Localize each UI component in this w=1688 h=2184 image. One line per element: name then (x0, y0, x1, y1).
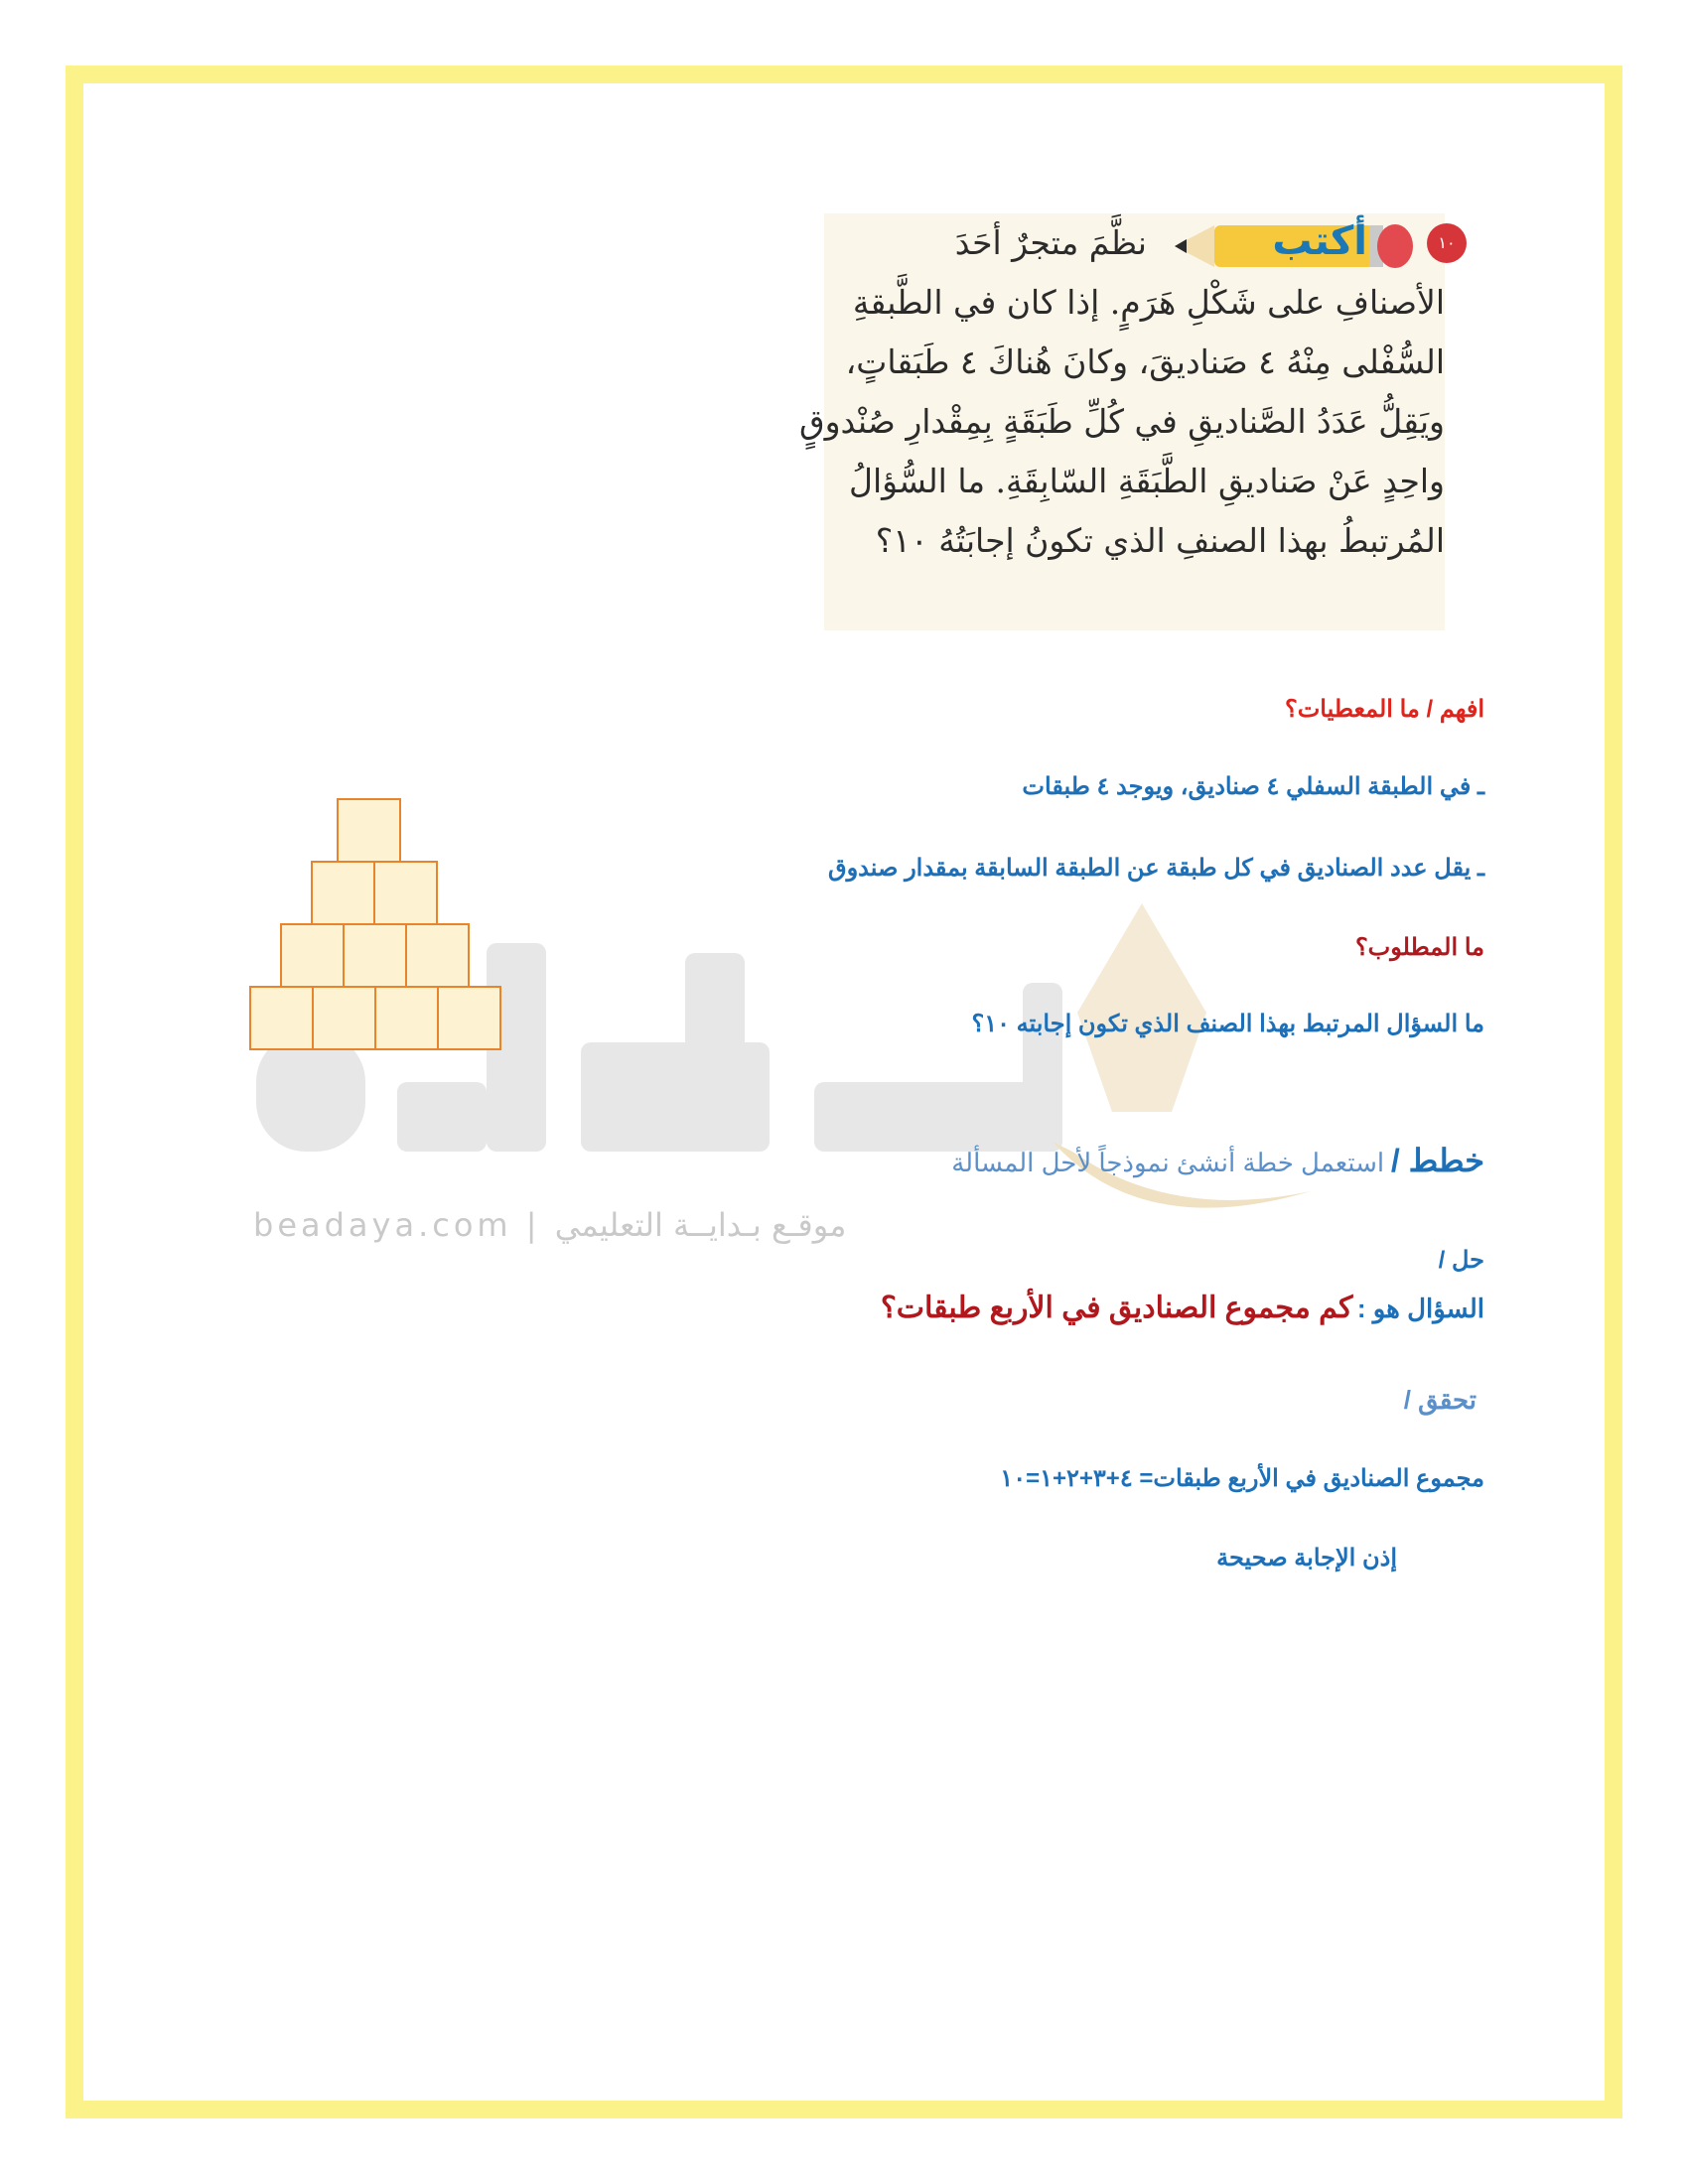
check-label: تحقق / (1403, 1385, 1477, 1415)
given-item-1: ـ في الطبقة السفلي ٤ صناديق، ويوجد ٤ طبقات (1022, 773, 1484, 800)
book-line: واحِدٍ عَنْ صَناديقِ الطَّبَقَةِ السّابِقَةِ. ما السُّؤالُ (848, 462, 1445, 500)
understand-heading: افهم / ما المعطيات؟ (1284, 696, 1484, 723)
question-label: السؤال هو : (1356, 1294, 1484, 1323)
book-line: السُّفْلى مِنْهُ ٤ صَناديقَ، وكانَ هُناكَ ٤ طَبَقاتٍ، (845, 342, 1445, 381)
book-line: ويَقِلُّ عَدَدُ الصَّناديقِ في كُلِّ طَبَقَةٍ بِمِقْدارِ صُنْدوقٍ (798, 402, 1445, 441)
plan-text: استعمل خطة أنشئ نموذجاً لأحل المسألة (951, 1148, 1385, 1177)
plan-line (951, 1142, 1484, 1179)
check-sum: مجموع الصناديق في الأربع طبقات= ٤+٣+٢+١=١٠ (1000, 1465, 1484, 1492)
book-line-1: نظَّمَ متجرٌ أحَدَ (954, 223, 1147, 262)
required-heading: ما المطلوب؟ (1354, 934, 1484, 961)
given-item-2: ـ يقل عدد الصناديق في كل طبقة عن الطبقة السابقة بمقدار صندوق (827, 855, 1484, 882)
pyramid-box (374, 862, 437, 924)
watermark-text: beadaya.com | موقـع بـدايــة التعليمي (253, 1206, 847, 1244)
plan-label: خطط / (1390, 1143, 1484, 1178)
write-label: أكتب (1272, 218, 1367, 264)
pyramid-box (250, 987, 313, 1049)
pyramid-box (344, 924, 406, 987)
pyramid-box (438, 987, 500, 1049)
question-line (881, 1291, 1484, 1325)
pyramid-box (406, 924, 469, 987)
question-text: كم مجموع الصناديق في الأربع طبقات؟ (880, 1292, 1353, 1324)
book-line: المُرتبطُ بهذا الصنفِ الذي تكونُ إجابَتُهُ ١٠؟ (875, 521, 1445, 560)
problem-number-badge: ١٠ (1427, 223, 1467, 263)
pyramid-box (375, 987, 438, 1049)
book-line: الأصنافِ على شَكْلِ هَرَمٍ. إذا كان في الطَّبقةِ (852, 283, 1445, 322)
conclusion: إذن الإجابة صحيحة (1216, 1545, 1397, 1571)
pyramid-box (313, 987, 375, 1049)
pyramid-box (281, 924, 344, 987)
pyramid-box (338, 799, 400, 862)
pyramid-box (312, 862, 374, 924)
solve-label: حل / (1438, 1247, 1484, 1274)
required-text: ما السؤال المرتبط بهذا الصنف الذي تكون إجابته ١٠؟ (971, 1011, 1484, 1037)
